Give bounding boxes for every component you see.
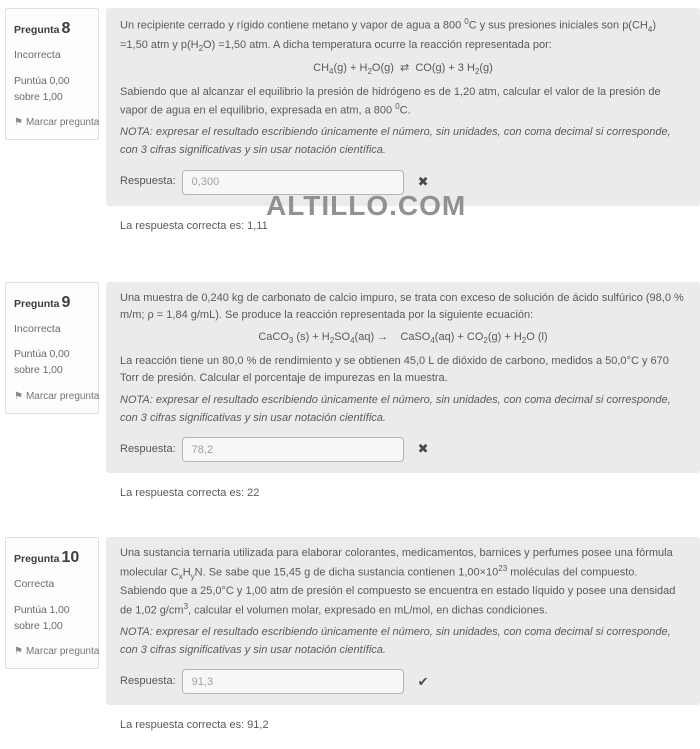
answer-label: Respuesta: — [120, 175, 176, 188]
chemical-equation: $CH_4(g) + H_2O(g)$ ⇄ CO(g) + 3 $H_2(g)$ — [313, 61, 493, 76]
question-number-label: Pregunta — [14, 24, 60, 36]
question-10-info-panel — [5, 537, 99, 669]
question-number-label: Pregunta — [14, 297, 60, 310]
answer-input[interactable] — [182, 437, 404, 462]
question-9-main — [106, 282, 700, 518]
question-grade: Puntúa 0,00 sobre 1,00 — [14, 74, 70, 103]
incorrect-mark-icon: ✖ — [417, 441, 429, 457]
question-grade: Puntúa 1,00 sobre 1,00 — [14, 603, 70, 632]
question-note: NOTA: expresar el resultado escribiendo únicamente el número, sin unidades, con coma decimal si corresponde, con 3 cifras significativas y sin usar notación científica. — [120, 626, 671, 656]
flag-label: Marcar pregunta — [25, 117, 100, 129]
answer-row — [120, 437, 686, 462]
flag-icon: ⚑ — [14, 646, 23, 658]
question-formulation — [106, 282, 700, 474]
flag-question-link[interactable] — [14, 389, 100, 404]
answer-input[interactable] — [182, 669, 404, 694]
question-note: NOTA: expresar el resultado escribiendo únicamente el número, sin unidades, con coma decimal si corresponde, con 3 cifras significativas y sin usar notación científica. — [120, 126, 671, 157]
question-text: Un recipiente cerrado y rígido contiene metano y vapor de agua a 800 $^0$C y sus presiones iniciales son $p(CH_4) =1,50$ atm y $p(H_2O) =1,50$ atm. A dicha temperatura ocurre la reacción representada por: — [120, 17, 656, 53]
question-number: 9 — [61, 293, 71, 311]
correct-answer-text: La respuesta correcta es: 22 — [120, 487, 260, 500]
answer-label: Respuesta: — [120, 442, 176, 455]
question-text: Una sustancia ternaria utilizada para elaborar colorantes, medicamentos, barnices y perfumes posee una fórmula molecular $C_xH_yN$. Se sabe que 15,45 g de dicha sustancia contienen $1,00\times 10^{23}$ moléculas del compuesto. Sabiendo que a 25,0°C y 1,00 atm de presión el compuesto se encuentra en estado líquido y posee una densidad de 1,02 $g/cm^3$, calcular el volumen molar, expresado en mL/mol, en dichas condiciones. — [120, 547, 676, 617]
correct-mark-icon: ✔ — [417, 673, 429, 689]
answer-row — [120, 669, 686, 694]
question-note: NOTA: expresar el resultado escribiendo únicamente el número, sin unidades, con coma decimal si corresponde, con 3 cifras significativas y sin usar notación científica. — [120, 394, 671, 424]
question-9 — [5, 282, 700, 518]
question-state: Incorrecta — [14, 49, 61, 61]
flag-icon: ⚑ — [14, 390, 23, 402]
question-number: 10 — [61, 549, 80, 567]
flag-question-link[interactable] — [14, 115, 100, 130]
question-text: Una muestra de 0,240 kg de carbonato de calcio impuro, se trata con exceso de solución de ácido sulfúrico (98,0 % m/m; ρ = 1,84 g/mL). Se produce la reacción representada por la siguiente ecuación: — [120, 291, 684, 322]
question-state: Incorrecta — [14, 322, 61, 335]
correct-answer-text: La respuesta correcta es: 1,11 — [120, 219, 268, 232]
flag-question-link[interactable] — [14, 644, 100, 659]
correct-answer-text: La respuesta correcta es: 91,2 — [120, 719, 269, 732]
question-formulation — [106, 8, 700, 206]
question-text: Sabiendo que al alcanzar el equilibrio la presión de hidrógeno es de 1,20 atm, calcular el valor de la presión de vapor de agua en el equilibrio, expresada en atm, a 800 $^0$C. — [120, 85, 661, 117]
flag-label: Marcar pregunta — [25, 646, 100, 658]
question-10-main — [106, 537, 700, 749]
altillo-watermark: ALTILLO.COM — [266, 190, 467, 221]
incorrect-mark-icon: ✖ — [417, 173, 429, 189]
chemical-equation: CaCO$_3$ $(s) + H_2SO_4(aq)$ → CaSO$_4$(aq) + $CO_2(g) + H_2O$ (l) — [258, 330, 548, 346]
answer-label: Respuesta: — [120, 675, 176, 688]
question-text: La reacción tiene un 80,0 % de rendimiento y se obtienen 45,0 L de dióxido de carbono, medidos a 50,0°C y 670 Torr de presión. Calcular el porcentaje de impurezas en la muestra. — [120, 354, 669, 385]
question-9-info-panel — [5, 282, 99, 414]
question-number-row — [14, 291, 94, 315]
question-number-row — [14, 17, 94, 41]
question-state: Correcta — [14, 578, 55, 591]
question-formulation — [106, 537, 700, 705]
question-10 — [5, 537, 700, 749]
question-number: 8 — [61, 20, 71, 37]
flag-icon: ⚑ — [14, 117, 23, 129]
question-number-row — [14, 546, 94, 570]
question-8-info-panel — [5, 8, 99, 140]
question-grade: Puntúa 0,00 sobre 1,00 — [14, 348, 70, 377]
flag-label: Marcar pregunta — [25, 390, 100, 402]
question-number-label: Pregunta — [14, 553, 60, 566]
